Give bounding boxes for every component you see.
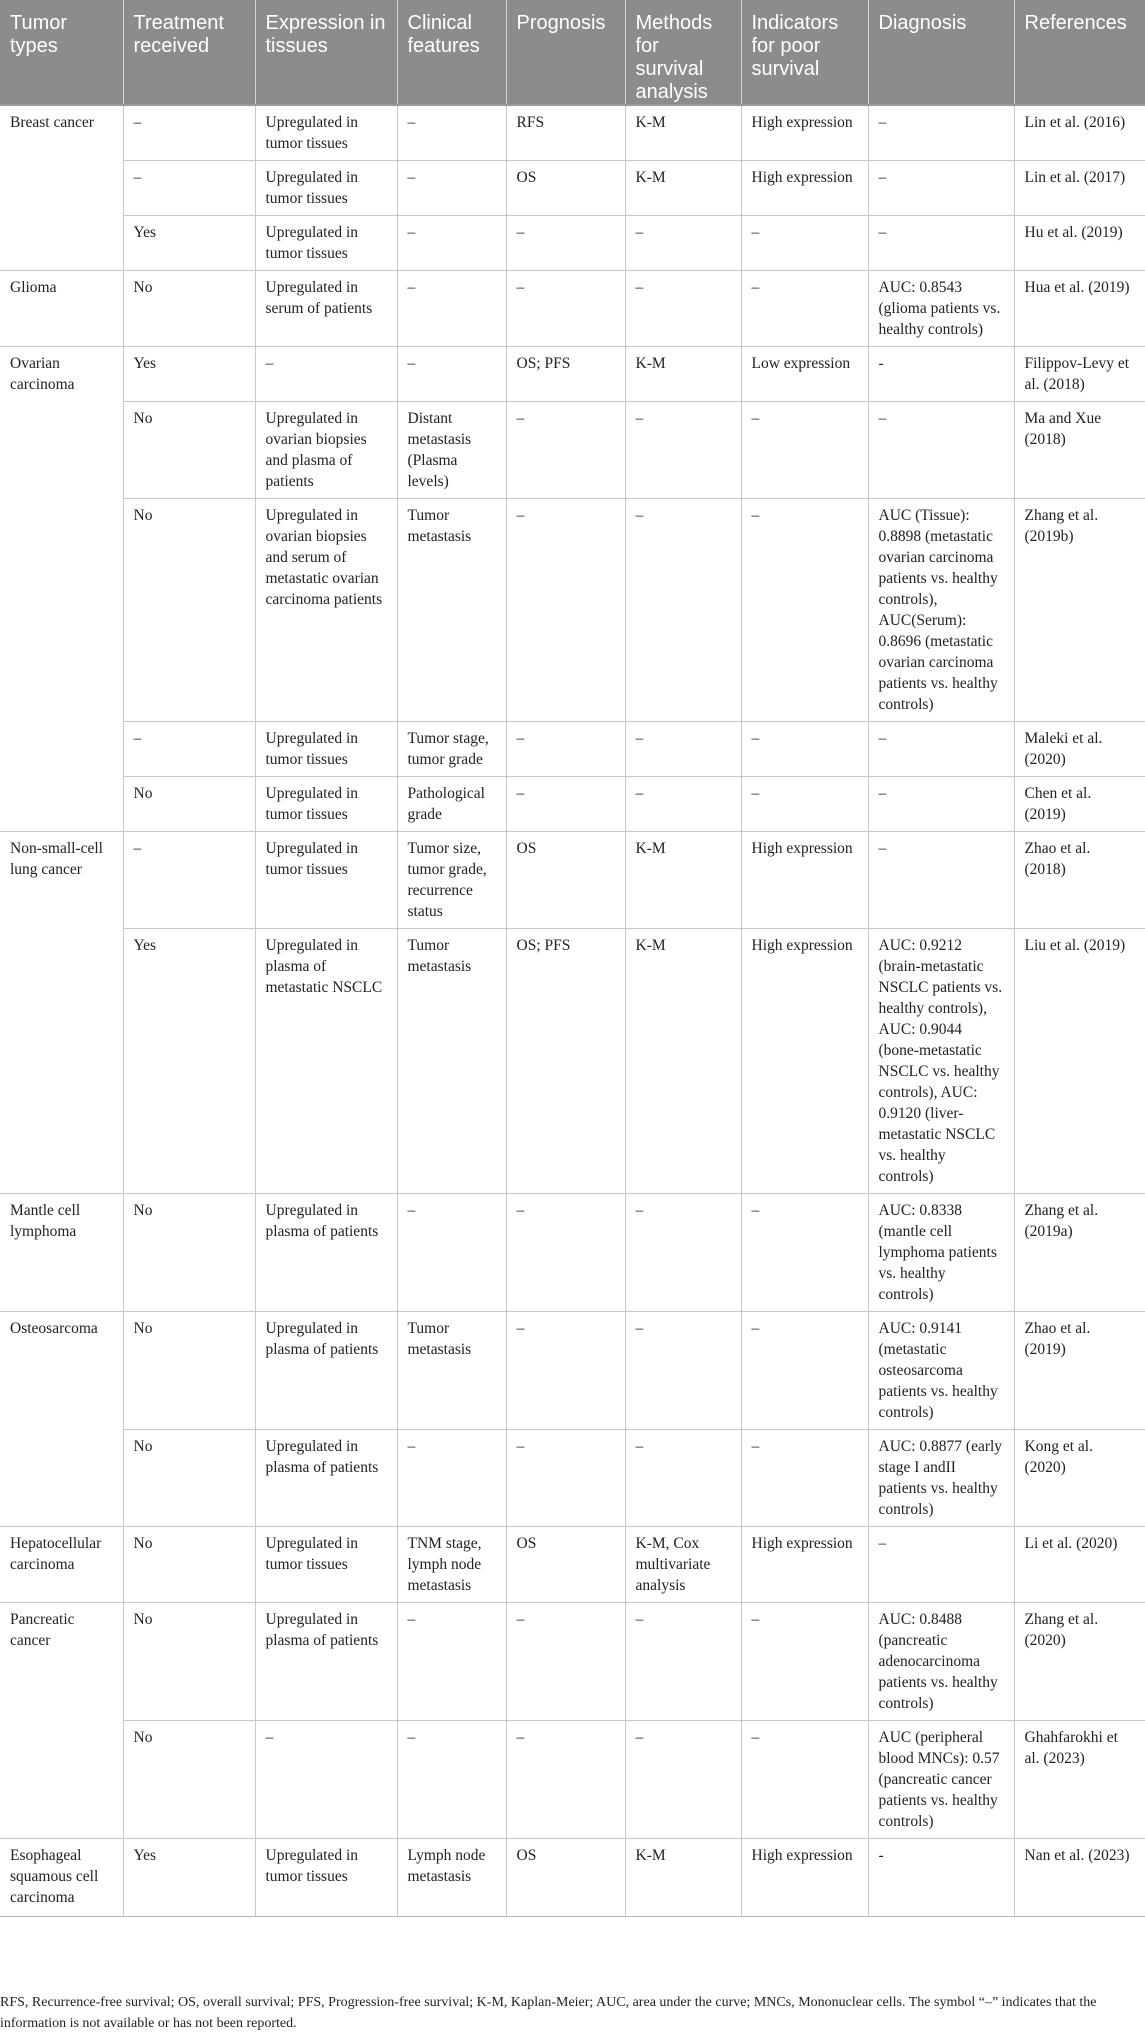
cell-expression: Upregulated in plasma of metastatic NSCLC (255, 929, 397, 1194)
cell-diagnosis: – (868, 161, 1014, 216)
cell-reference: Zhang et al. (2019b) (1014, 499, 1145, 722)
cell-methods: – (625, 1312, 741, 1430)
cell-diagnosis: AUC: 0.8338 (mantle cell lymphoma patients vs. healthy controls) (868, 1194, 1014, 1312)
cell-indicators: – (741, 1194, 868, 1312)
cell-diagnosis: AUC: 0.8877 (early stage I andII patients vs. healthy controls) (868, 1430, 1014, 1527)
cell-reference: Ghahfarokhi et al. (2023) (1014, 1721, 1145, 1839)
cell-clinical: – (397, 347, 506, 402)
header-references: References (1014, 0, 1145, 105)
cell-treatment: No (123, 1312, 255, 1430)
cell-treatment: Yes (123, 929, 255, 1194)
cell-methods: – (625, 216, 741, 271)
cell-diagnosis: – (868, 402, 1014, 499)
header-treatment-received: Treatment received (123, 0, 255, 105)
cell-prognosis: – (506, 1603, 625, 1721)
cell-reference: Lin et al. (2016) (1014, 105, 1145, 161)
cell-prognosis: OS; PFS (506, 929, 625, 1194)
cell-treatment: – (123, 161, 255, 216)
table-row (0, 499, 1145, 722)
cell-clinical: Tumor metastasis (397, 929, 506, 1194)
header-tumor-types: Tumor types (0, 0, 123, 105)
cell-expression: – (255, 1721, 397, 1839)
table-footnote: RFS, Recurrence-free survival; OS, overall survival; PFS, Progression-free survival; K-M, Kaplan-Meier; AUC, area under the curve; MNCs, Mononuclear cells. The symbol “–” indicates that the information is not available or has not been reported. (0, 1995, 1097, 2031)
cell-expression: – (255, 347, 397, 402)
cell-methods: – (625, 777, 741, 832)
cell-expression: Upregulated in tumor tissues (255, 161, 397, 216)
cell-treatment: No (123, 777, 255, 832)
cell-clinical: Tumor size, tumor grade, recurrence status (397, 832, 506, 929)
cell-methods: – (625, 402, 741, 499)
table-row (0, 1194, 1145, 1312)
cell-clinical: Tumor stage, tumor grade (397, 722, 506, 777)
cell-clinical: Tumor metastasis (397, 499, 506, 722)
table-row (0, 1603, 1145, 1721)
cell-clinical: – (397, 161, 506, 216)
table-row (0, 1839, 1145, 1917)
cell-diagnosis: AUC (Tissue): 0.8898 (metastatic ovarian carcinoma patients vs. healthy controls), AUC(Serum): 0.8696 (metastatic ovarian carcinoma patients vs. healthy controls) (868, 499, 1014, 722)
cell-treatment: No (123, 271, 255, 347)
cell-clinical: Tumor metastasis (397, 1312, 506, 1430)
cell-reference: Hua et al. (2019) (1014, 271, 1145, 347)
table-row (0, 347, 1145, 402)
cell-diagnosis: – (868, 1527, 1014, 1603)
cell-indicators: – (741, 216, 868, 271)
cell-prognosis: – (506, 777, 625, 832)
header-expression-in-tissues: Expression in tissues (255, 0, 397, 105)
cell-methods: – (625, 1430, 741, 1527)
cell-expression: Upregulated in tumor tissues (255, 777, 397, 832)
cell-treatment: Yes (123, 1839, 255, 1917)
cell-indicators: High expression (741, 1527, 868, 1603)
header-clinical-features: Clinical features (397, 0, 506, 105)
header-prognosis: Prognosis (506, 0, 625, 105)
cell-prognosis: – (506, 1312, 625, 1430)
cell-reference: Zhao et al. (2019) (1014, 1312, 1145, 1430)
cell-clinical: – (397, 105, 506, 161)
cell-reference: Maleki et al. (2020) (1014, 722, 1145, 777)
cell-clinical: Pathological grade (397, 777, 506, 832)
table-body (0, 105, 1145, 1917)
cell-clinical: – (397, 1430, 506, 1527)
cell-diagnosis: – (868, 722, 1014, 777)
cell-methods: K-M (625, 929, 741, 1194)
cell-methods: K-M (625, 105, 741, 161)
cell-reference: Zhao et al. (2018) (1014, 832, 1145, 929)
table-row (0, 1721, 1145, 1839)
cell-indicators: Low expression (741, 347, 868, 402)
cell-treatment: – (123, 832, 255, 929)
cell-clinical: – (397, 1603, 506, 1721)
cell-treatment: No (123, 499, 255, 722)
cell-reference: Li et al. (2020) (1014, 1527, 1145, 1603)
cell-reference: Ma and Xue (2018) (1014, 402, 1145, 499)
cell-reference: Kong et al. (2020) (1014, 1430, 1145, 1527)
cell-clinical: TNM stage, lymph node metastasis (397, 1527, 506, 1603)
cell-clinical: Distant metastasis (Plasma levels) (397, 402, 506, 499)
cell-methods: – (625, 271, 741, 347)
cell-indicators: – (741, 1603, 868, 1721)
cell-diagnosis: AUC (peripheral blood MNCs): 0.57 (pancreatic cancer patients vs. healthy controls) (868, 1721, 1014, 1839)
cell-expression: Upregulated in tumor tissues (255, 1527, 397, 1603)
cell-indicators: – (741, 1312, 868, 1430)
cell-expression: Upregulated in ovarian biopsies and serum of metastatic ovarian carcinoma patients (255, 499, 397, 722)
cell-expression: Upregulated in tumor tissues (255, 216, 397, 271)
cell-indicators: – (741, 1430, 868, 1527)
cell-treatment: No (123, 1194, 255, 1312)
cell-tumor-type: Osteosarcoma (0, 1312, 123, 1527)
header-methods-survival: Methods for survival analysis (625, 0, 741, 105)
cell-tumor-type: Esophageal squamous cell carcinoma (0, 1839, 123, 1917)
cell-tumor-type: Pancreatic cancer (0, 1603, 123, 1839)
cell-prognosis: OS; PFS (506, 347, 625, 402)
cell-expression: Upregulated in plasma of patients (255, 1430, 397, 1527)
cell-indicators: – (741, 271, 868, 347)
cell-prognosis: – (506, 499, 625, 722)
cell-diagnosis: – (868, 216, 1014, 271)
cell-clinical: – (397, 216, 506, 271)
cell-diagnosis: AUC: 0.8543 (glioma patients vs. healthy controls) (868, 271, 1014, 347)
cell-reference: Liu et al. (2019) (1014, 929, 1145, 1194)
cell-prognosis: – (506, 271, 625, 347)
cell-treatment: No (123, 402, 255, 499)
cell-treatment: No (123, 1721, 255, 1839)
cell-expression: Upregulated in serum of patients (255, 271, 397, 347)
cell-expression: Upregulated in tumor tissues (255, 722, 397, 777)
cell-reference: Zhang et al. (2020) (1014, 1603, 1145, 1721)
table-row (0, 161, 1145, 216)
cell-methods: K-M (625, 832, 741, 929)
table-row (0, 216, 1145, 271)
cell-prognosis: OS (506, 1839, 625, 1917)
cell-expression: Upregulated in tumor tissues (255, 1839, 397, 1917)
cell-methods: – (625, 499, 741, 722)
cell-reference: Hu et al. (2019) (1014, 216, 1145, 271)
cell-prognosis: RFS (506, 105, 625, 161)
cell-indicators: High expression (741, 161, 868, 216)
header-indicators-poor-survival: Indicators for poor survival (741, 0, 868, 105)
cell-diagnosis: - (868, 1839, 1014, 1917)
cell-indicators: High expression (741, 929, 868, 1194)
cell-tumor-type: Non-small-cell lung cancer (0, 832, 123, 1194)
cell-treatment: Yes (123, 216, 255, 271)
table-row (0, 1527, 1145, 1603)
table-row (0, 722, 1145, 777)
cell-methods: K-M, Cox multivariate analysis (625, 1527, 741, 1603)
cell-treatment: No (123, 1430, 255, 1527)
cell-indicators: High expression (741, 832, 868, 929)
cell-expression: Upregulated in plasma of patients (255, 1603, 397, 1721)
cell-expression: Upregulated in plasma of patients (255, 1194, 397, 1312)
header-diagnosis: Diagnosis (868, 0, 1014, 105)
cell-prognosis: – (506, 1194, 625, 1312)
cell-prognosis: – (506, 402, 625, 499)
cell-indicators: High expression (741, 105, 868, 161)
table-header-row (0, 0, 1145, 105)
cell-prognosis: – (506, 1430, 625, 1527)
cell-clinical: Lymph node metastasis (397, 1839, 506, 1917)
cell-expression: Upregulated in tumor tissues (255, 832, 397, 929)
cell-treatment: Yes (123, 347, 255, 402)
cell-methods: K-M (625, 161, 741, 216)
cell-methods: K-M (625, 347, 741, 402)
cell-methods: – (625, 1194, 741, 1312)
cell-tumor-type: Glioma (0, 271, 123, 347)
table-row (0, 832, 1145, 929)
cell-diagnosis: – (868, 777, 1014, 832)
cell-methods: K-M (625, 1839, 741, 1917)
cell-reference: Filippov-Levy et al. (2018) (1014, 347, 1145, 402)
cell-treatment: – (123, 105, 255, 161)
cell-diagnosis: AUC: 0.9141 (metastatic osteosarcoma patients vs. healthy controls) (868, 1312, 1014, 1430)
cell-prognosis: OS (506, 832, 625, 929)
cell-prognosis: OS (506, 1527, 625, 1603)
cell-clinical: – (397, 1721, 506, 1839)
cell-methods: – (625, 722, 741, 777)
cell-indicators: – (741, 777, 868, 832)
table-row (0, 1430, 1145, 1527)
cell-reference: Zhang et al. (2019a) (1014, 1194, 1145, 1312)
table-row (0, 402, 1145, 499)
table-row (0, 929, 1145, 1194)
cell-tumor-type: Mantle cell lymphoma (0, 1194, 123, 1312)
cell-diagnosis: AUC: 0.9212 (brain-metastatic NSCLC patients vs. healthy controls), AUC: 0.9044 (bone-metastatic NSCLC vs. healthy controls), AUC: 0.9120 (liver-metastatic NSCLC vs. healthy controls) (868, 929, 1014, 1194)
cell-tumor-type: Ovarian carcinoma (0, 347, 123, 832)
cell-expression: Upregulated in ovarian biopsies and plasma of patients (255, 402, 397, 499)
cell-treatment: No (123, 1527, 255, 1603)
cell-tumor-type: Breast cancer (0, 105, 123, 271)
table-row (0, 271, 1145, 347)
cell-reference: Chen et al. (2019) (1014, 777, 1145, 832)
cell-clinical: – (397, 271, 506, 347)
cell-methods: – (625, 1721, 741, 1839)
cell-indicators: – (741, 1721, 868, 1839)
cell-methods: – (625, 1603, 741, 1721)
cell-reference: Nan et al. (2023) (1014, 1839, 1145, 1917)
cell-diagnosis: AUC: 0.8488 (pancreatic adenocarcinoma patients vs. healthy controls) (868, 1603, 1014, 1721)
cell-indicators: – (741, 722, 868, 777)
cell-indicators: High expression (741, 1839, 868, 1917)
cell-indicators: – (741, 402, 868, 499)
cell-diagnosis: – (868, 832, 1014, 929)
cell-prognosis: – (506, 722, 625, 777)
cell-treatment: – (123, 722, 255, 777)
table-row (0, 105, 1145, 161)
cell-clinical: – (397, 1194, 506, 1312)
cell-tumor-type: Hepatocellular carcinoma (0, 1527, 123, 1603)
table-row (0, 1312, 1145, 1430)
cell-expression: Upregulated in tumor tissues (255, 105, 397, 161)
cell-prognosis: – (506, 1721, 625, 1839)
cell-diagnosis: - (868, 347, 1014, 402)
cell-treatment: No (123, 1603, 255, 1721)
cell-expression: Upregulated in plasma of patients (255, 1312, 397, 1430)
cell-prognosis: – (506, 216, 625, 271)
cell-reference: Lin et al. (2017) (1014, 161, 1145, 216)
cell-indicators: – (741, 499, 868, 722)
cell-diagnosis: – (868, 105, 1014, 161)
table-row (0, 777, 1145, 832)
cell-prognosis: OS (506, 161, 625, 216)
